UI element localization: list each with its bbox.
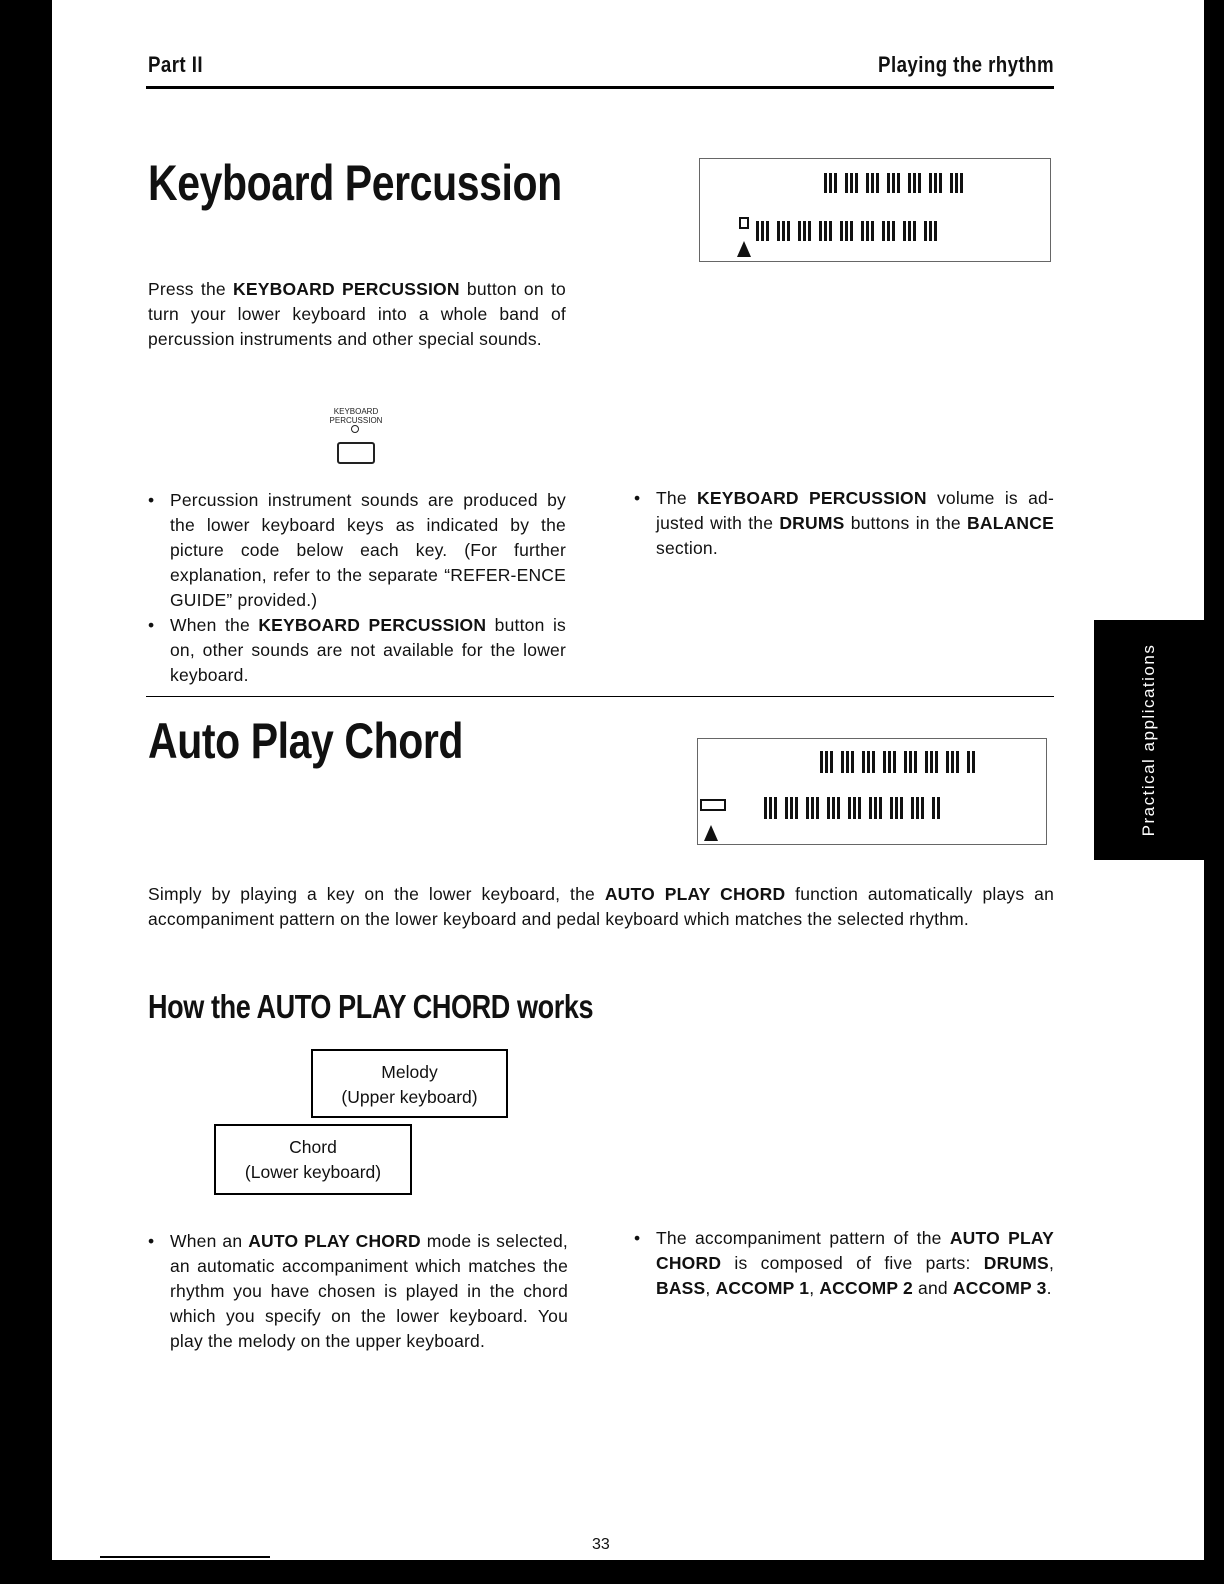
keyboard-percussion-volume-note xyxy=(634,486,1054,561)
lcd-segment xyxy=(950,173,953,193)
page-right-border xyxy=(1204,0,1224,1584)
lcd-segment xyxy=(939,173,942,193)
keyboard-percussion-intro: Press the KEYBOARD PERCUSSION button on to turn your lower keyboard into a whole band of percussion instruments and other special sounds. xyxy=(148,279,566,349)
lcd-segment xyxy=(785,797,788,819)
lcd-segment xyxy=(841,751,844,773)
lcd-segment xyxy=(904,751,907,773)
lcd-segment xyxy=(887,221,890,241)
lcd-segment xyxy=(808,221,811,241)
lcd-segment xyxy=(827,797,830,819)
list-item: • When an AUTO PLAY CHORD mode is selected, an automatic accompaniment which matches the rhythm you have chosen is played in the chord which you specify on the lower keyboard. You play the melody on the upper keyboard. xyxy=(148,1229,568,1354)
lcd-segment xyxy=(892,173,895,193)
lcd-segment xyxy=(934,173,937,193)
lcd-segment xyxy=(872,751,875,773)
lcd-segment xyxy=(895,797,898,819)
lcd-segment xyxy=(819,221,822,241)
lcd-segment xyxy=(956,751,959,773)
lcd-segment xyxy=(924,221,927,241)
list-item: • Percussion instrument sounds are produced by the lower keyboard keys as indicated by the picture code below each key. (For further explanation, refer to the separate “REFER-ENCE GUIDE” provided.) xyxy=(148,488,566,613)
lcd-segment xyxy=(955,173,958,193)
lcd-segment xyxy=(853,797,856,819)
lcd-segment xyxy=(890,797,893,819)
lcd-segment xyxy=(845,173,848,193)
header-chapter: Playing the rhythm xyxy=(878,52,1054,77)
auto-play-chord-mode-note xyxy=(148,1229,568,1354)
lcd-segment xyxy=(774,797,777,819)
lcd-indicator-icon xyxy=(704,825,718,841)
section-tab[interactable] xyxy=(1094,620,1204,860)
lcd-segment xyxy=(871,221,874,241)
lcd-segment xyxy=(879,797,882,819)
lcd-segment xyxy=(916,797,919,819)
keyboard-percussion-button[interactable] xyxy=(337,442,375,464)
lcd-segment xyxy=(908,221,911,241)
lcd-segment xyxy=(803,221,806,241)
lcd-segment xyxy=(930,751,933,773)
lcd-segment xyxy=(897,173,900,193)
lcd-segment xyxy=(825,751,828,773)
lcd-segment xyxy=(851,751,854,773)
lcd-segment xyxy=(887,173,890,193)
lcd-segment xyxy=(861,221,864,241)
lcd-segment xyxy=(946,751,949,773)
lcd-segment xyxy=(874,797,877,819)
lcd-segment xyxy=(867,751,870,773)
lcd-segment xyxy=(769,797,772,819)
lcd-segment xyxy=(937,797,940,819)
lcd-segment xyxy=(829,221,832,241)
list-item: • The accompaniment pattern of the AUTO PLAY CHORD is composed of five parts: DRUMS, BASS, ACCOMP 1, ACCOMP 2 and ACCOMP 3. xyxy=(634,1226,1054,1301)
lcd-segment xyxy=(925,751,928,773)
lcd-segment xyxy=(806,797,809,819)
lcd-segment xyxy=(929,221,932,241)
lcd-segment xyxy=(824,173,827,193)
lcd-segment xyxy=(850,173,853,193)
lcd-segment xyxy=(914,751,917,773)
auto-play-chord-display-illustration xyxy=(697,738,1047,845)
lcd-segment xyxy=(909,751,912,773)
lcd-segment xyxy=(932,797,935,819)
lcd-segment xyxy=(787,221,790,241)
page-bottom-border xyxy=(52,1560,1204,1584)
lcd-segment xyxy=(913,221,916,241)
lcd-segment xyxy=(900,797,903,819)
lcd-segment xyxy=(766,221,769,241)
lcd-segment xyxy=(845,221,848,241)
auto-play-chord-parts-note xyxy=(634,1226,1054,1301)
lcd-marker-icon xyxy=(739,217,749,229)
lcd-segment xyxy=(840,221,843,241)
auto-play-chord-subtitle: How the AUTO PLAY CHORD works xyxy=(148,988,594,1025)
lcd-segment xyxy=(972,751,975,773)
lcd-segment xyxy=(862,751,865,773)
page-left-border xyxy=(0,0,52,1584)
lcd-segment xyxy=(829,173,832,193)
lcd-segment xyxy=(848,797,851,819)
lcd-segment xyxy=(960,173,963,193)
lcd-segment xyxy=(882,221,885,241)
lcd-indicator-icon xyxy=(737,241,751,257)
section-tab-label: Practical applications xyxy=(1139,643,1158,837)
lcd-segment xyxy=(951,751,954,773)
lcd-segment xyxy=(756,221,759,241)
lcd-segment xyxy=(820,751,823,773)
lcd-segment xyxy=(921,797,924,819)
lcd-segment xyxy=(837,797,840,819)
lcd-segment xyxy=(782,221,785,241)
lcd-segment xyxy=(858,797,861,819)
auto-play-chord-intro: Simply by playing a key on the lower keyboard, the AUTO PLAY CHORD function automatically plays an accompaniment pattern on the lower keyboard and pedal keyboard which matches the selected rhythm. xyxy=(148,884,1055,929)
keyboard-percussion-display-illustration xyxy=(699,158,1051,262)
lcd-segment xyxy=(871,173,874,193)
chord-box: Chord (Lower keyboard) xyxy=(214,1124,412,1195)
lcd-segment xyxy=(830,751,833,773)
page-number: 33 xyxy=(592,1536,610,1553)
lcd-segment xyxy=(903,221,906,241)
lcd-segment xyxy=(761,221,764,241)
lcd-segment xyxy=(777,221,780,241)
page-bottom-mark xyxy=(100,1556,270,1558)
lcd-segment xyxy=(855,173,858,193)
keyboard-percussion-title: Keyboard Percussion xyxy=(148,155,562,211)
list-item: • When the KEYBOARD PERCUSSION button is on, other sounds are not available for the lower keyboard. xyxy=(148,613,566,688)
lcd-segment xyxy=(795,797,798,819)
keyboard-percussion-notes xyxy=(148,488,566,688)
auto-play-chord-title: Auto Play Chord xyxy=(148,713,464,769)
lcd-segment xyxy=(908,173,911,193)
lcd-segment xyxy=(888,751,891,773)
lcd-segment xyxy=(866,221,869,241)
section-divider xyxy=(146,696,1054,697)
lcd-segment xyxy=(918,173,921,193)
keyboard-percussion-led-icon xyxy=(351,425,359,433)
lcd-segment xyxy=(850,221,853,241)
lcd-segment xyxy=(934,221,937,241)
header-part: Part II xyxy=(148,52,203,77)
lcd-segment xyxy=(911,797,914,819)
lcd-segment xyxy=(798,221,801,241)
list-item: • The KEYBOARD PERCUSSION volume is ad-justed with the DRUMS buttons in the BALANCE section. xyxy=(634,486,1054,561)
lcd-segment xyxy=(935,751,938,773)
header-rule xyxy=(146,86,1054,89)
lcd-segment xyxy=(967,751,970,773)
lcd-segment xyxy=(869,797,872,819)
lcd-segment xyxy=(790,797,793,819)
lcd-segment xyxy=(846,751,849,773)
lcd-segment xyxy=(883,751,886,773)
lcd-segment xyxy=(824,221,827,241)
melody-box: Melody (Upper keyboard) xyxy=(311,1049,508,1118)
lcd-segment xyxy=(834,173,837,193)
keyboard-percussion-button-label: KEYBOARD PERCUSSION xyxy=(329,407,383,425)
lcd-segment xyxy=(913,173,916,193)
lcd-segment xyxy=(764,797,767,819)
lcd-segment xyxy=(893,751,896,773)
lcd-segment xyxy=(892,221,895,241)
lcd-segment xyxy=(876,173,879,193)
lcd-segment xyxy=(816,797,819,819)
lcd-segment xyxy=(866,173,869,193)
lcd-segment xyxy=(811,797,814,819)
lcd-segment xyxy=(929,173,932,193)
lcd-marker-icon xyxy=(700,799,726,811)
lcd-segment xyxy=(832,797,835,819)
